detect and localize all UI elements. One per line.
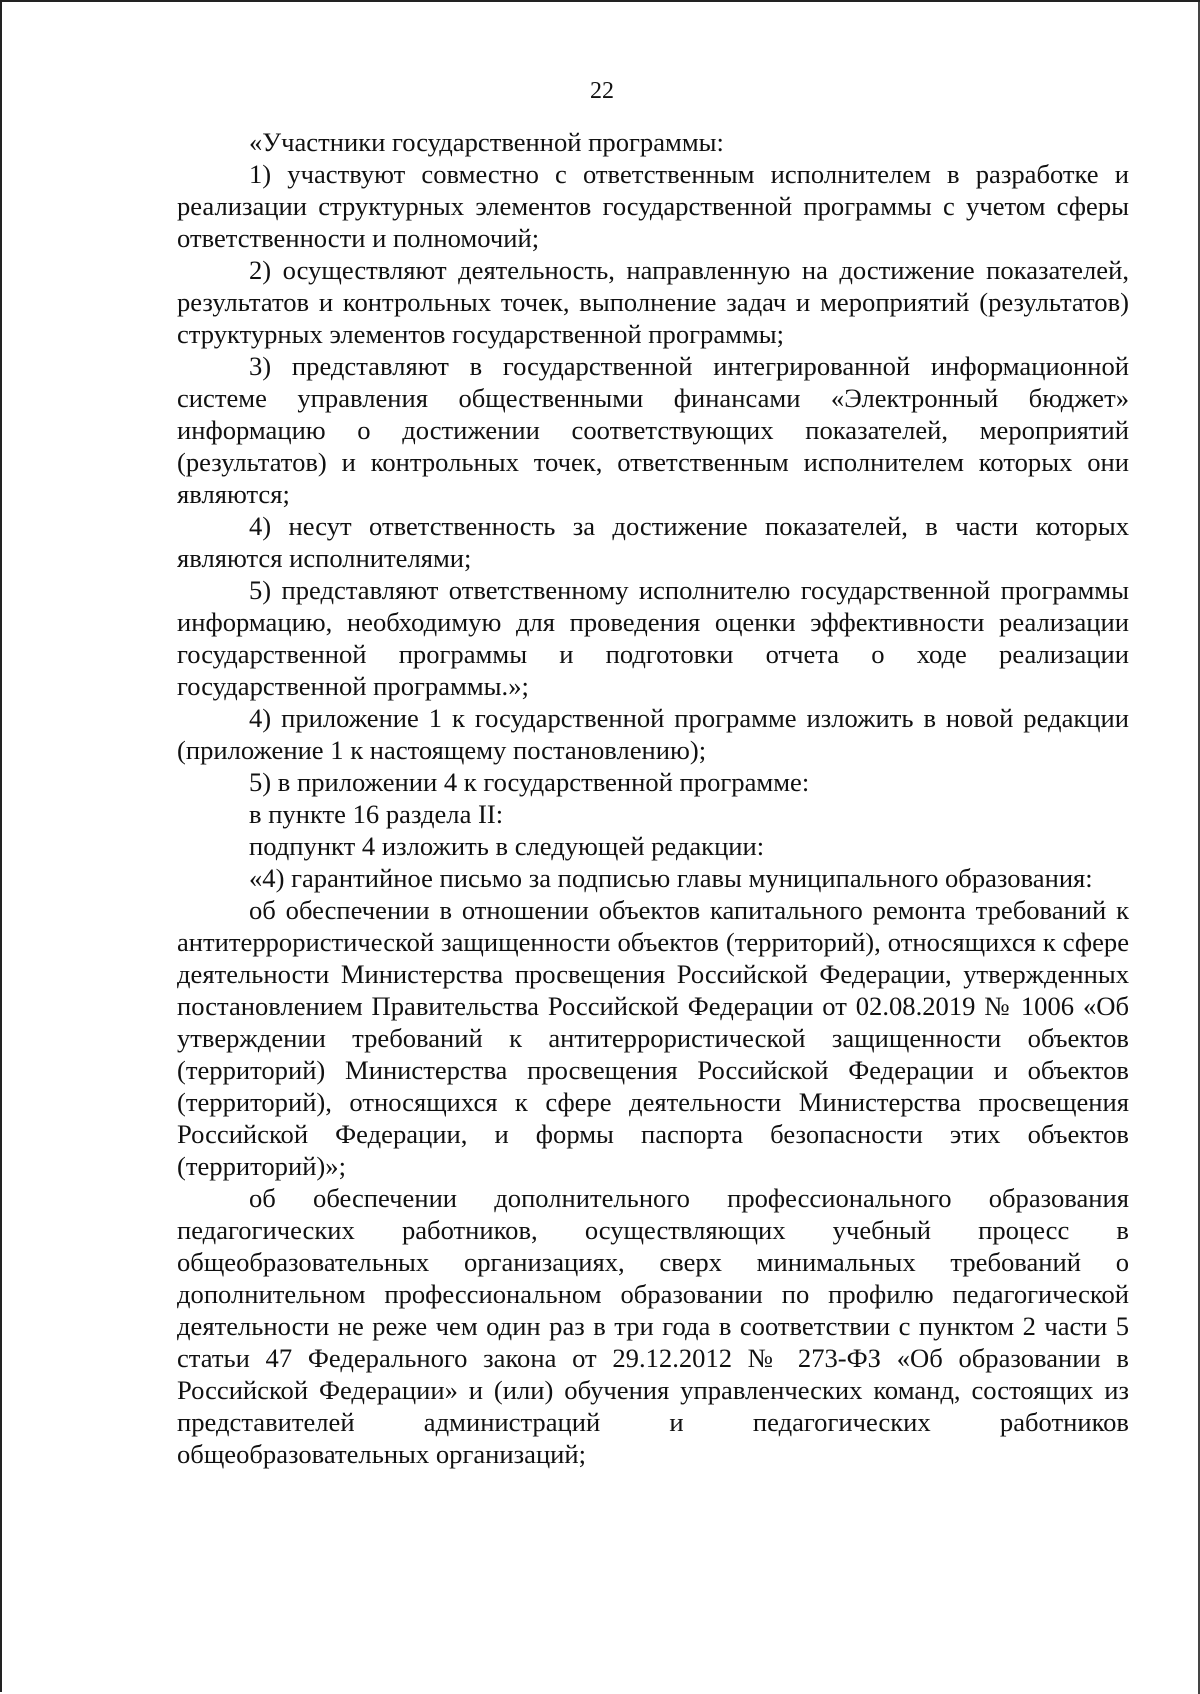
paragraph-professional-education: об обеспечении дополнительного профессионального образования педагогических работников, осуществляющих учебный процесс в общеобразовательных организациях, сверх минимальных требований о дополнительном профессиональном образовании по профилю педагогической деятельности не реже чем один раз в три года в соответствии с пунктом 2 части 5 статьи 47 Федерального закона от 29.12.2012 № 273-ФЗ «Об образовании в Российской Федерации» и (или) обучения управленческих команд, состоящих из представителей администраций и педагогических работников общеобразовательных организаций; (177, 1183, 1129, 1469)
paragraph-guarantee-letter: «4) гарантийное письмо за подписью главы муниципального образования: (249, 863, 1093, 893)
paragraph-participants-heading: «Участники государственной программы: (249, 127, 724, 157)
paragraph-point-16: в пункте 16 раздела II: (249, 799, 504, 829)
paragraph-item-3: 3) представляют в государственной интегрированной информационной системе управления общественными финансами «Электронный бюджет» информацию о достижении соответствующих показателей, мероприятий (результатов) и контрольных точек, ответственным исполнителем которых они являются; (177, 351, 1129, 509)
paragraph-antiterror: об обеспечении в отношении объектов капитального ремонта требований к антитеррористической защищенности объектов (территорий), относящихся к сфере деятельности Министерства просвещения Российской Федерации, утвержденных постановлением Правительства Российской Федерации от 02.08.2019 № 1006 «Об утверждении требований к антитеррористической защищенности объектов (территорий) Министерства просвещения Российской Федерации и объектов (территорий), относящихся к сфере деятельности Министерства просвещения Российской Федерации, и формы паспорта безопасности этих объектов (территорий)»; (177, 895, 1129, 1181)
paragraph-item-5: 5) представляют ответственному исполнителю государственной программы информацию, необходимую для проведения оценки эффективности реализации государственной программы и подготовки отчета о ходе реализации государственной программы.»; (177, 575, 1129, 701)
paragraph-item-2: 2) осуществляют деятельность, направленную на достижение показателей, результатов и контрольных точек, выполнение задач и мероприятий (результатов) структурных элементов государственной программы; (177, 255, 1129, 349)
paragraph-subpoint-4: подпункт 4 изложить в следующей редакции: (249, 831, 765, 861)
page-number: 22 (590, 78, 614, 104)
paragraph-amendment-4: 4) приложение 1 к государственной программе изложить в новой редакции (приложение 1 к настоящему постановлению); (177, 703, 1129, 765)
paragraph-item-1: 1) участвуют совместно с ответственным исполнителем в разработке и реализации структурных элементов государственной программы с учетом сферы ответственности и полномочий; (177, 159, 1129, 253)
document-body (177, 126, 1129, 1470)
paragraph-item-4: 4) несут ответственность за достижение показателей, в части которых являются исполнителями; (177, 511, 1129, 573)
paragraph-amendment-5: 5) в приложении 4 к государственной программе: (249, 767, 810, 797)
